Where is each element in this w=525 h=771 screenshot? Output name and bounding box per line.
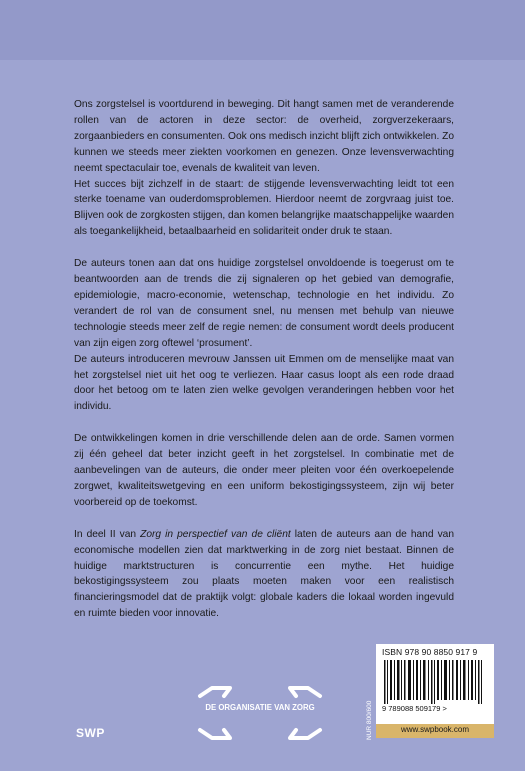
isbn-text: ISBN 978 90 8850 917 9 bbox=[382, 647, 478, 657]
paragraph-2b: De auteurs introduceren mevrouw Janssen uit Emmen om de menselijke maat van het zorgstelsel niet uit het oog te verliezen. Haar casus loopt als een rode draad door het betoog om te laten zien welke gevolgen veranderingen hebben voor het individu. bbox=[74, 353, 454, 413]
paragraph-1a: Ons zorgstelsel is voortdurend in beweging. Dit hangt samen met de veranderende rollen van de actoren in deze sector: de overheid, zorgverzekeraars, zorgaanbieders en consumenten. Ook ons medisch inzicht blijft zich ontwikkelen. Zo kunnen we steeds meer ziekten voorkomen en genezen. Onze levensverwachting neemt spectaculair toe, evenals de kwaliteit van leven. bbox=[74, 99, 454, 174]
logo-text: DE ORGANISATIE VAN ZORG bbox=[205, 703, 315, 712]
top-band bbox=[0, 0, 525, 60]
back-cover-text bbox=[74, 97, 454, 622]
book-title: Zorg in perspectief van de cliënt bbox=[140, 528, 291, 540]
nur-code: NUR 800/600 bbox=[366, 700, 373, 740]
hands-logo-icon bbox=[190, 684, 330, 742]
series-logo bbox=[190, 684, 330, 742]
paragraph-1b: Het succes bijt zichzelf in de staart: de stijgende levensverwachting leidt tot een sterke toename van ouderdomsproblemen. Hierdoor neemt de zorgvraag juist toe. Blijven ook de zorgkosten stijgen, dan komen belangrijke maatschappelijke waarden als toegankelijkheid, betaalbaarheid en solidariteit onder druk te staan. bbox=[74, 178, 454, 238]
website-link[interactable]: www.swpbook.com bbox=[400, 725, 470, 734]
paragraph-4 bbox=[74, 527, 454, 622]
publisher-logo: SWP bbox=[76, 726, 105, 740]
paragraph-2a: De auteurs tonen aan dat ons huidige zorgstelsel onvoldoende is toegerust om te beantwoorden aan de trends die zij signaleren op het gebied van demografie, epidemiologie, macro-economie, wetenschap, technologie en het individu. Zo verandert de rol van de consument snel, nu mensen met behulp van nieuwe technologie steeds meer zelf de regie nemen: de consument wordt deels producent van zijn eigen zorg oftewel ‘prosument’. bbox=[74, 258, 454, 349]
website-strip bbox=[376, 724, 494, 738]
paragraph-3: De ontwikkelingen komen in drie verschillende delen aan de orde. Samen vormen zij één geheel dat beter inzicht geeft in het zorgstelsel. In combinatie met de aanbevelingen van de auteurs, die onder meer pleiten voor één overkoepelende zorgwet, kwaliteitswetgeving en een uniform bekostigingssysteem, zijn wij beter voorbereid op de toekomst. bbox=[74, 433, 454, 508]
barcode-icon bbox=[382, 660, 488, 704]
barcode-number: 9 789088 509179 > bbox=[382, 704, 447, 713]
paragraph-4-pre: In deel II van bbox=[74, 528, 141, 540]
paragraph-4-post: laten de auteurs aan de hand van economische modellen zien dat marktwerking in de zorg niet bestaat. Binnen de huidige marktstructuren is concurrentie een mythe. Het huidige bekostigingssysteem zou plaats moeten maken voor een realistisch financieringsmodel dat de praktijk volgt: globale kaders die lokaal worden ingevuld en ruimte bieden voor innovatie. bbox=[74, 528, 455, 620]
